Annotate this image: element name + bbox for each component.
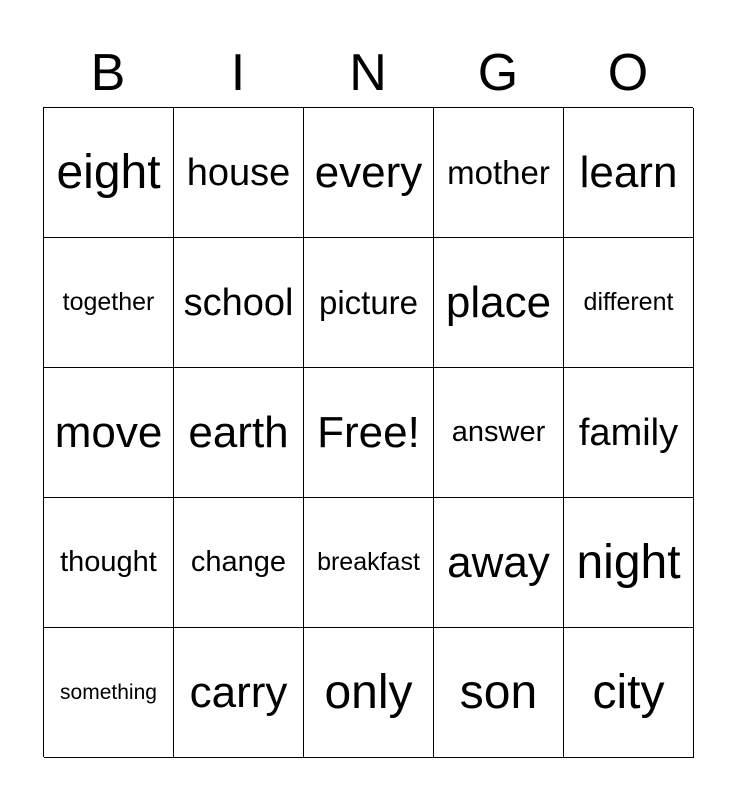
bingo-cell-r3-c5[interactable] [564,368,694,498]
bingo-free-space[interactable] [304,368,434,498]
cell-word: Free! [317,407,420,457]
bingo-cell-r2-c3[interactable] [304,238,434,368]
bingo-header [43,38,693,108]
header-letter-o: O [607,44,649,102]
cell-word: school [183,281,294,324]
bingo-cell-r4-c1[interactable] [44,498,174,628]
bingo-cell-r4-c5[interactable] [564,498,694,628]
bingo-cell-r1-c4[interactable] [434,108,564,238]
bingo-cell-r2-c1[interactable] [44,238,174,368]
bingo-cell-r5-c1[interactable] [44,628,174,758]
cell-word: mother [447,154,550,191]
cell-word: different [583,288,674,316]
cell-word: carry [189,667,288,717]
cell-word: breakfast [317,548,420,576]
bingo-cell-r5-c2[interactable] [174,628,304,758]
cell-word: city [592,665,665,719]
cell-word: away [447,537,550,587]
cell-word: move [54,407,163,457]
bingo-cell-r3-c2[interactable] [174,368,304,498]
header-letter-i: I [230,44,246,102]
bingo-cell-r4-c2[interactable] [174,498,304,628]
cell-word: thought [60,546,157,578]
cell-word: every [314,147,423,197]
header-letter-b: B [90,44,126,102]
cell-word: only [324,665,413,719]
cell-word: earth [188,407,289,457]
cell-word: eight [56,145,161,199]
cell-word: house [186,151,291,194]
cell-word: night [576,535,681,589]
bingo-cell-r4-c3[interactable] [304,498,434,628]
cell-word: place [445,277,552,327]
bingo-cell-r1-c5[interactable] [564,108,694,238]
bingo-cell-r1-c2[interactable] [174,108,304,238]
bingo-board [43,107,693,757]
header-letter-g: G [477,44,519,102]
bingo-cell-r2-c2[interactable] [174,238,304,368]
bingo-cell-r5-c4[interactable] [434,628,564,758]
header-letter-n: N [349,44,387,102]
cell-word: something [60,681,157,704]
cell-word: picture [318,284,419,321]
cell-word: change [190,546,287,578]
bingo-cell-r1-c3[interactable] [304,108,434,238]
bingo-cell-r3-c1[interactable] [44,368,174,498]
bingo-cell-r5-c3[interactable] [304,628,434,758]
bingo-cell-r1-c1[interactable] [44,108,174,238]
cell-word: together [62,288,155,316]
cell-word: son [459,665,538,719]
bingo-cell-r2-c4[interactable] [434,238,564,368]
bingo-cell-r4-c4[interactable] [434,498,564,628]
bingo-cell-r5-c5[interactable] [564,628,694,758]
bingo-cell-r2-c5[interactable] [564,238,694,368]
cell-word: learn [579,147,678,197]
cell-word: family [578,411,679,454]
bingo-cell-r3-c4[interactable] [434,368,564,498]
cell-word: answer [451,416,546,448]
